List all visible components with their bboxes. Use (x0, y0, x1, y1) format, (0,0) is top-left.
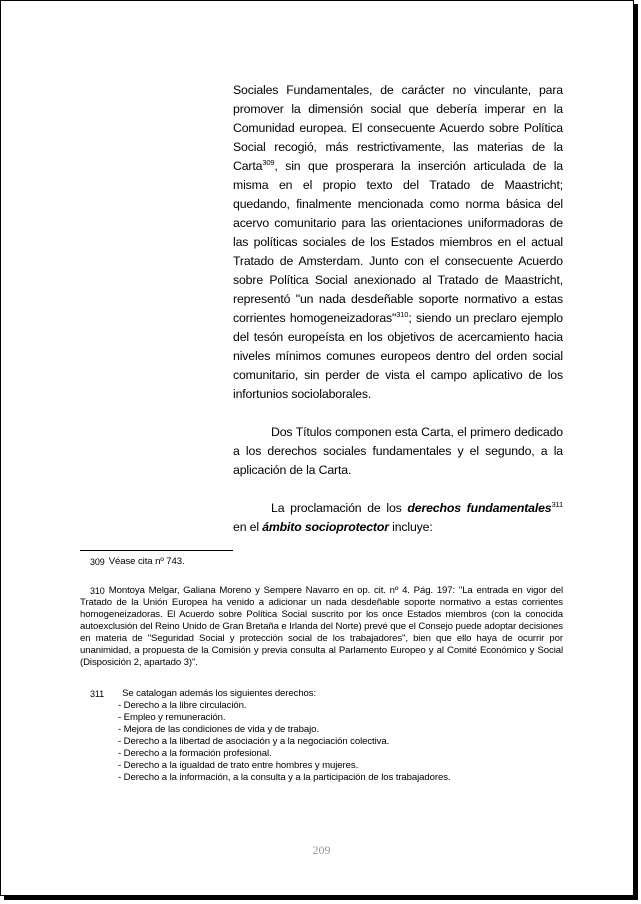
rights-list (80, 700, 563, 784)
body-text (233, 81, 563, 537)
footnote-number: 311 (90, 689, 105, 699)
list-item: - Empleo y remuneración. (118, 712, 226, 723)
footnote-text: Montoya Melgar, Galiana Moreno y Sempere Navarro en op. cit. nº 4. Pág. 197: "La entrada en vigor del Tratado de la Unión Europea ha venido a adicionar un nada desdeñable soporte normativo a estas corrientes homogeneizadoras. El Acuerdo sobre Política Social suscrito por los once Estados miembros (con la conocida autoexclusión del Reino Unido de Gran Bretaña e Irlanda del Norte) prevé que el Consejo puede adoptar decisiones en materia de "Seguridad Social y protección social de los trabajadores", bien que ello haya de ocurrir por unanimidad, a propuesta de la Comisión y previa consulta al Parlamento Europeo y al Comité Económico y Social (Disposición 2, apartado 3)". (80, 585, 563, 668)
footnote-text: Véase cita nº 743. (108, 556, 185, 567)
footnote-311 (80, 688, 563, 784)
paragraph-2: Dos Títulos componen esta Carta, el primero dedicado a los derechos sociales fundamentales y el segundo, a la aplicación de la Carta. (233, 425, 563, 477)
footnote-310 (80, 585, 563, 669)
footnote-number: 309 (90, 557, 105, 567)
page-number: 209 (312, 843, 331, 857)
list-item: - Derecho a la igualdad de trato entre hombres y mujeres. (118, 760, 359, 771)
paragraph-3: La proclamación de los derechos fundamentales$^{311}$ en el ámbito socioprotector incluye: (233, 499, 563, 534)
list-item: - Derecho a la información, a la consulta y a la participación de los trabajadores. (118, 772, 451, 783)
footnote-text: Se catalogan además los siguientes derechos: (122, 688, 317, 699)
footnote-309 (80, 556, 563, 568)
footnote-number: 310 (90, 586, 105, 596)
footnote-separator (80, 550, 233, 551)
list-item: - Derecho a la libre circulación. (118, 700, 247, 711)
list-item: - Mejora de las condiciones de vida y de trabajo. (118, 724, 319, 735)
paragraph-1: Sociales Fundamentales, de carácter no vinculante, para promover la dimensión social que debería imperar en la Comunidad europea. El consecuente Acuerdo sobre Política Social recogió, más restrictivamente, las materias de la Carta$^{309}$, sin que prosperara la inserción articulada de la misma en el propio texto del Tratado de Maastricht; quedando, finalmente mencionada como norma básica del acervo comunitario para las orientaciones uniformadoras de las políticas sociales de los Estados miembros en el actual Tratado de Amsterdam. Junto con el consecuente Acuerdo sobre Política Social anexionado al Tratado de Maastricht, representó "un nada desdeñable soporte normativo a estas corrientes homogeneizadoras"$^{310}$; siendo un preclaro ejemplo del tesón europeísta en los objetivos de acercamiento hacia niveles mínimos comunes europeos dentro del orden social comunitario, sin perder de vista el campo aplicativo de los infortunios sociolaborales. (233, 83, 563, 401)
emphasis-ambito-socioprotector: ámbito socioprotector (262, 520, 389, 534)
footnote-ref-310[interactable]: 310 (396, 309, 409, 319)
emphasis-derechos-fundamentales: derechos fundamentales (407, 501, 552, 515)
footnote-ref-309[interactable]: 309 (262, 157, 275, 167)
list-item: - Derecho a la libertad de asociación y a la negociación colectiva. (118, 736, 390, 747)
list-item: - Derecho a la formación profesional. (118, 748, 272, 759)
footnote-ref-311[interactable]: 311 (551, 499, 563, 509)
